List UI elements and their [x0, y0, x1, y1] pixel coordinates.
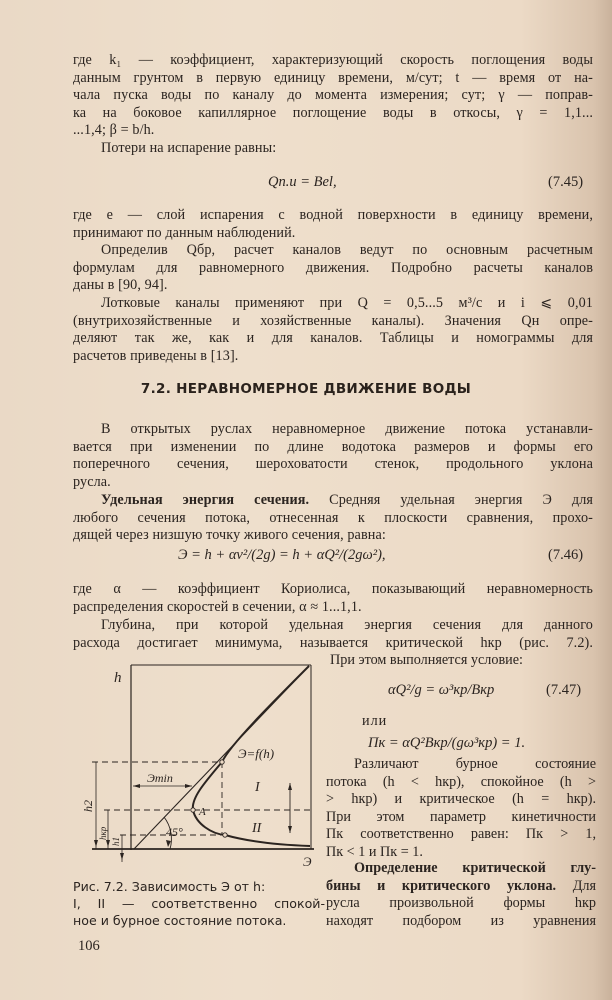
equation-number: (7.46) [548, 547, 584, 563]
text-line: ка на боковое капиллярное поглощение воды в откосы, γ = 1,1... [73, 104, 593, 121]
flumes-paragraph: Лотковые каналы применяют при Q = 0,5...5 м³/с и i ⩽ 0,01 (внутрихозяйственные и хозяйственные каналы). Значения Qн опре- деляют так же, как и для каналов. Таблицы и номограммы для расчетов приведены в [13]. [73, 295, 593, 364]
specific-energy-paragraph: Удельная энергия сечения. Средняя удельная энергия Э для любого сечения потока, отнесенная к плоскости сравнения, прохо- дящей через низшую точку живого сечения, равна: [73, 492, 594, 544]
hkr-label: hкр [98, 826, 108, 840]
point-a-marker [191, 808, 195, 812]
text-line: данным грунтом в первую единицу времени, м/сут; t — время от на- [73, 69, 593, 86]
x-axis-label: Э [303, 854, 312, 869]
formula-7-47: αQ²/g = ω³кр/Bкр [388, 682, 495, 698]
formula-7-45: Qп.и = Bel, [268, 174, 337, 190]
critical-slope-paragraph: Определение критической глу- бины и критического уклона. Для русла произвольной формы hкр находят подбором из уравнения [326, 860, 596, 929]
page-number: 106 [78, 938, 100, 954]
formula-7-46: Э = h + αv²/(2g) = h + αQ²/(2gω²), [178, 547, 386, 563]
critical-depth-paragraph: Глубина, при которой удельная энергия сечения для данного расхода достигает минимума, называется критической hкр (рис. 7.2). [73, 617, 593, 651]
evaporation-lead: Потери на испарение равны: [101, 140, 277, 156]
formula-kinetic-parameter: Пк = αQ²Bкр/(gω³кр) = 1. [368, 735, 526, 751]
h2-label: h2 [81, 800, 95, 812]
coriolis-paragraph: где α — коэффициент Кориолиса, показывающий неравномерность распределения скоростей в сечении, α ≈ 1...1,1. [73, 581, 593, 615]
figure-caption: Рис. 7.2. Зависимость Э от h: I, II — соответственно спокой- ное и бурное состояние потока. [73, 879, 325, 928]
region-2-label: II [252, 821, 262, 836]
section-heading: 7.2. НЕРАВНОМЕРНОЕ ДВИЖЕНИЕ ВОДЫ [140, 381, 472, 397]
evaporation-explanation: где e — слой испарения с водной поверхности в единицу времени, принимают по данным наблюдений. [73, 207, 593, 241]
emin-label: Эmin [147, 771, 173, 785]
y-axis-label: h [114, 670, 122, 686]
region-1-label: I [255, 780, 260, 795]
angle-label: 45° [166, 825, 183, 839]
curve-label: Э=f(h) [238, 746, 275, 761]
run-in-heading: Удельная энергия сечения. [101, 492, 310, 508]
equation-number: (7.45) [548, 174, 584, 190]
or-text: или [362, 713, 388, 729]
text-line: чала пуска воды по каналу до момента измерения; сут; γ — поправ- [73, 87, 593, 104]
point-a-label: A [199, 806, 206, 818]
flow-states-paragraph: Различают бурное состояние потока (h < hкр), спокойное (h > > hкр) и критическое (h = hкр). При этом параметр кинетичности Пк соответственно равен: Пк > 1, Пк < 1 и Пк = 1. [326, 756, 596, 860]
calc-paragraph: Определив Qбр, расчет каналов ведут по основным расчетным формулам для равномерного движения. Подробно расчеты каналов даны в [90, 94]. [73, 242, 593, 294]
h1-label: h1 [111, 837, 121, 846]
text-line: где k₁ — коэффициент, характеризующий скорость поглощения воды [73, 52, 593, 68]
section-intro-paragraph: В открытых руслах неравномерное движение потока устанавли- вается при изменении по длине водотока размеров и формы его поперечного сечения, шероховатости стенок, продольного уклона русла. [73, 421, 593, 490]
condition-text: При этом выполняется условие: [330, 652, 523, 668]
text-line: ...1,4; β = b/h. [73, 122, 155, 139]
equation-number: (7.47) [546, 682, 582, 698]
